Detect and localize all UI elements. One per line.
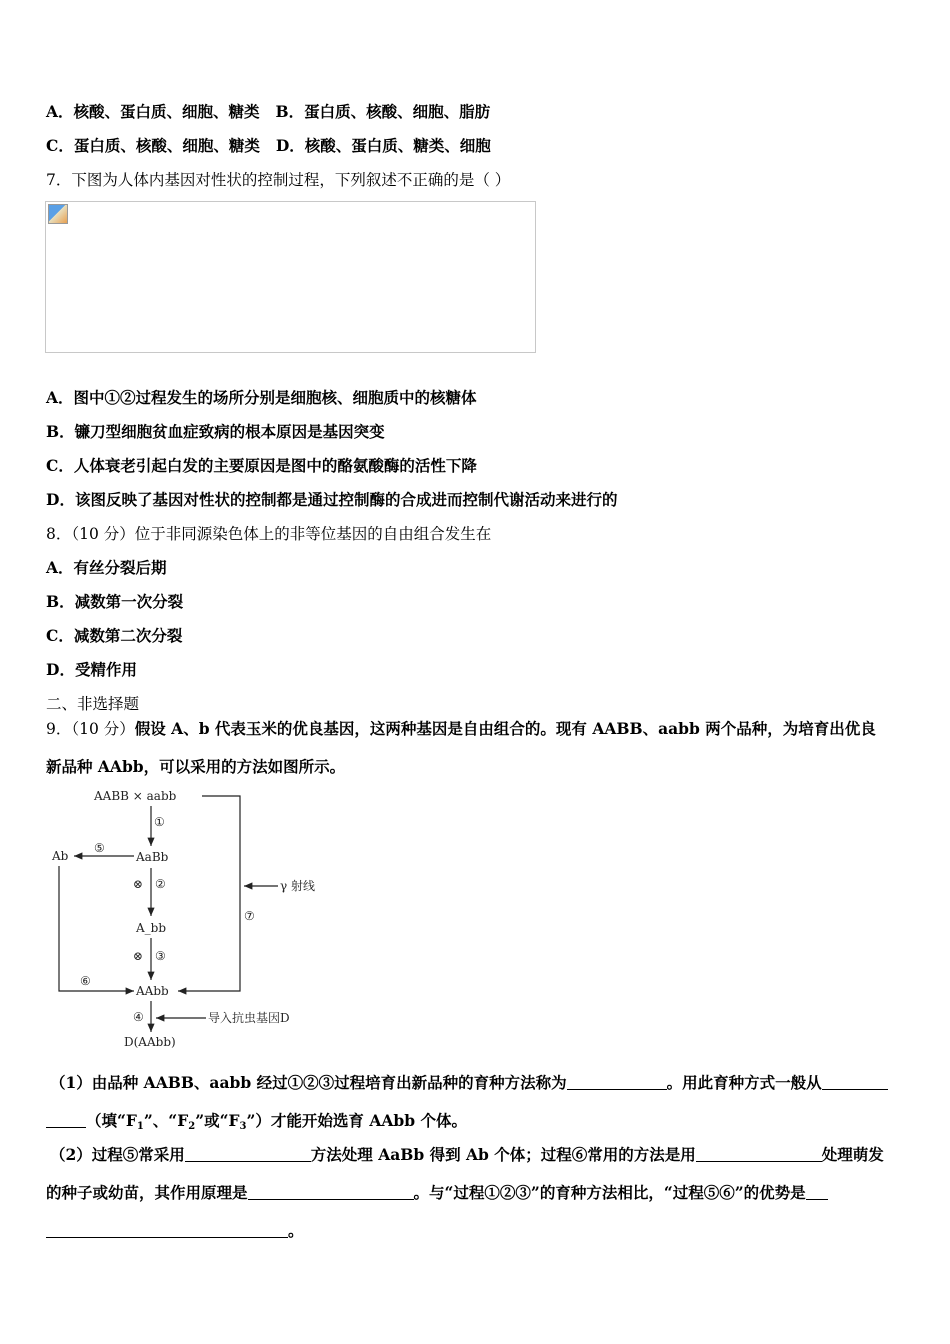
- diagram-a_bb-label: A_bb: [136, 921, 167, 935]
- q6-options-row2: [46, 136, 491, 156]
- step3-label: ③: [155, 949, 166, 963]
- q9-part1-text-c: （填“F: [86, 1111, 137, 1130]
- q6-option-a: A．核酸、蛋白质、细胞、糖类: [46, 102, 260, 121]
- answer-blank-2a[interactable]: [822, 1075, 888, 1090]
- q9-part2-text-c: 处理萌发: [821, 1145, 884, 1164]
- q7-stem: 7．下图为人体内基因对性状的控制过程，下列叙述不正确的是（ ）: [46, 171, 511, 189]
- f1-subscript: 1: [136, 1121, 144, 1132]
- answer-blank-5[interactable]: [248, 1185, 414, 1200]
- q9-part1-text-f: ”）才能开始选育 AAbb 个体。: [246, 1111, 467, 1130]
- q6-option-c: C．蛋白质、核酸、细胞、糖类: [46, 136, 260, 155]
- answer-blank-3[interactable]: [185, 1147, 311, 1162]
- q9-part2-line2: [46, 1183, 828, 1203]
- diagram-ab-label: Ab: [52, 849, 69, 863]
- step4-label: ④: [133, 1010, 144, 1024]
- q8-option-d: D．受精作用: [46, 660, 137, 679]
- selfing-symbol-1: ⊗: [133, 877, 144, 891]
- q6-option-b: B．蛋白质、核酸、细胞、脂肪: [275, 102, 491, 121]
- f3-subscript: 3: [239, 1121, 247, 1132]
- q7-option-b: B．镰刀型细胞贫血症致病的根本原因是基因突变: [46, 422, 385, 441]
- q7-option-a: A．图中①②过程发生的场所分别是细胞核、细胞质中的核糖体: [46, 388, 477, 407]
- q9-stem-text1: 假设 A、b 代表玉米的优良基因，这两种基因是自由组合的。现有 AABB、aabb 两个品种，为培育出优良: [134, 719, 876, 738]
- q7-figure-placeholder: [45, 201, 536, 353]
- insert-gene-label: 导入抗虫基因D: [208, 1011, 290, 1025]
- answer-blank-1[interactable]: [567, 1075, 667, 1090]
- step7-label: ⑦: [244, 909, 255, 923]
- step2-label: ②: [155, 877, 166, 891]
- q9-stem-line2: 新品种 AAbb，可以采用的方法如图所示。: [46, 757, 346, 776]
- diagram-d-label: D(AAbb): [124, 1035, 176, 1049]
- selfing-symbol-2: ⊗: [133, 949, 144, 963]
- diagram-cross-label: AABB × aabb: [94, 789, 177, 803]
- answer-blank-6a[interactable]: [806, 1185, 828, 1200]
- breeding-diagram: [40, 780, 340, 1060]
- q9-part2-line1: [50, 1145, 884, 1165]
- q8-option-c: C．减数第二次分裂: [46, 626, 183, 645]
- q9-part2-text-e: 。与“过程①②③”的育种方法相比，“过程⑤⑥”的优势是: [413, 1183, 806, 1202]
- q6-options-row1: [46, 102, 490, 122]
- q9-part1-line1: [50, 1073, 888, 1093]
- process7-path: [178, 796, 240, 991]
- q8-stem: 8．（10 分）位于非同源染色体上的非等位基因的自由组合发生在: [46, 525, 492, 543]
- broken-image-icon: [48, 204, 68, 224]
- q9-part1-text-a: （1）由品种 AABB、aabb 经过①②③过程培育出新品种的育种方法称为: [50, 1073, 567, 1092]
- q9-number: 9．（10 分）: [46, 720, 135, 738]
- q9-part1-text-d: ”、“F: [143, 1111, 189, 1130]
- q9-part2-text-d: 的种子或幼苗，其作用原理是: [46, 1183, 248, 1202]
- q9-part1-text-b: 。用此育种方式一般从: [666, 1073, 822, 1092]
- gamma-ray-label: γ 射线: [280, 879, 315, 893]
- q9-stem-line1: [46, 719, 876, 739]
- answer-blank-2b[interactable]: [46, 1113, 86, 1128]
- q9-part2-text-f: 。: [288, 1221, 304, 1240]
- answer-blank-4[interactable]: [696, 1147, 822, 1162]
- step6-label: ⑥: [80, 974, 91, 988]
- step1-label: ①: [154, 815, 165, 829]
- diagram-f1-label: AaBb: [136, 850, 169, 864]
- q6-option-d: D．核酸、蛋白质、糖类、细胞: [275, 136, 491, 155]
- answer-blank-6b[interactable]: [46, 1223, 288, 1238]
- q9-part1-line2: [46, 1111, 467, 1137]
- process6-path: [59, 866, 134, 991]
- step5-label: ⑤: [94, 841, 105, 855]
- q9-part2-text-b: 方法处理 AaBb 得到 Ab 个体；过程⑥常用的方法是用: [310, 1145, 696, 1164]
- q9-part2-line3: [46, 1221, 304, 1241]
- diagram-aabb-target-label: AAbb: [136, 984, 169, 998]
- section-heading: 二、非选择题: [46, 695, 140, 713]
- q8-option-a: A．有丝分裂后期: [46, 558, 167, 577]
- q7-option-c: C．人体衰老引起白发的主要原因是图中的酪氨酸酶的活性下降: [46, 456, 477, 475]
- q7-option-d: D．该图反映了基因对性状的控制都是通过控制酶的合成进而控制代谢活动来进行的: [46, 490, 618, 509]
- q9-part1-text-e: ”或“F: [195, 1111, 240, 1130]
- q9-part2-text-a: （2）过程⑤常采用: [50, 1145, 185, 1164]
- q8-option-b: B．减数第一次分裂: [46, 592, 184, 611]
- f2-subscript: 2: [188, 1121, 196, 1132]
